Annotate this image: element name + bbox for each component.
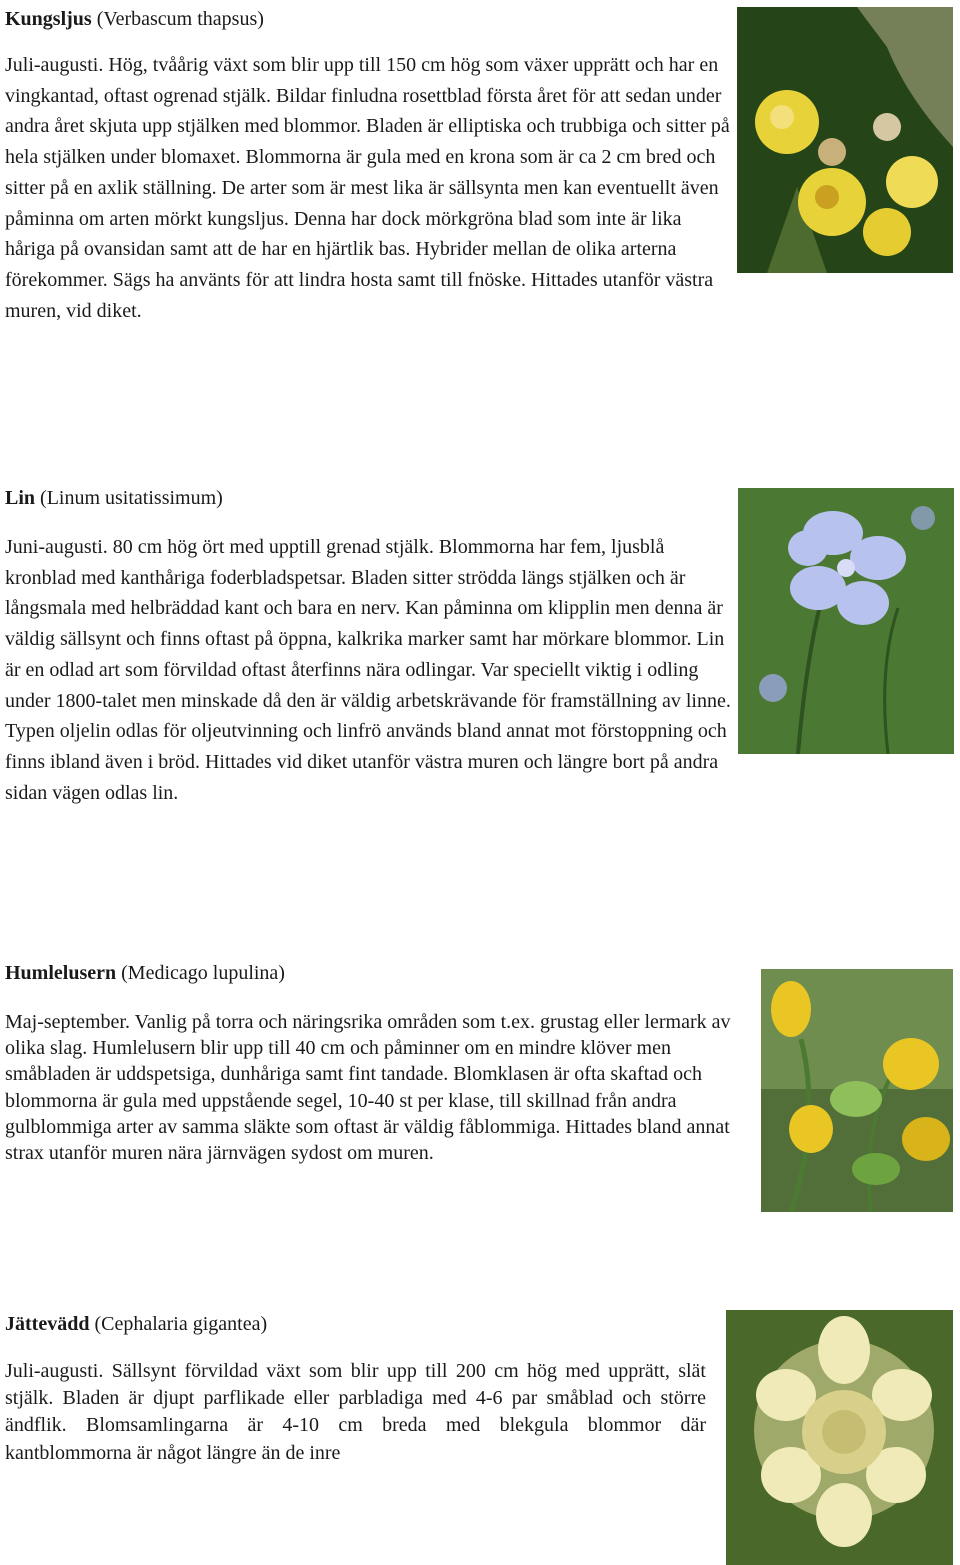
species-section-lin [0,480,960,880]
photo-flax [738,488,954,754]
species-name: Humlelusern [5,962,117,984]
photo-black-medick [761,969,953,1212]
species-description: Juli-augusti. Hög, tvåårig växt som blir upp till 150 cm hög som växer upprätt och har en vingkantad, oftast ogrenad stjälk. Bildar finludna rosettblad första året för att sedan under andra året skjuta upp stjälken med blommor. Bladen är elliptiska och trubbiga och sitter på hela stjälken under blomaxet. Blommorna är gula med en krona som är ca 2 cm bred och sitter på en axlik ställning. De arter som är mest lika är sällsynta men kan eventuellt även påminna om arten mörkt kungsljus. Denna har dock mörkgröna blad som inte är lika håriga på ovansidan samt att de har en hjärtlik bas. Hybrider mellan de olika arterna förekommer. Sägs ha använts för att lindra hosta samt till fnöske. Hittades utanför västra muren, vid diket. [5,54,730,322]
species-section-kungsljus [0,0,960,400]
species-title [5,961,285,985]
species-title [5,1312,267,1336]
species-latin-name: (Medicago lupulina) [121,962,285,984]
photo-mullein [737,7,953,273]
species-description: Juni-augusti. 80 cm hög ört med upptill grenad stjälk. Blommorna har fem, ljusblå kronblad med kanthåriga foderbladspetsar. Bladen sitter strödda längs stjälken och är långsmala med helbräddad kant och bara en nerv. Kan påminna om klipplin men denna är väldig sällsynt och finns oftast på öppna, kalkrika marker samt har mörkare blommor. Lin är en odlad art som förvildad oftast återfinns nära odlingar. Var speciellt viktig i odling under 1800-talet men minskade då den är väldig arbetskrävande för framställning av linne. Typen oljelin odlas för oljeutvinning och linfrö används bland annat mot förstoppning och finns ibland även i bröd. Hittades vid diket utanför västra muren och längre bort på andra sidan vägen odlas lin. [5,536,731,804]
species-latin-name: (Verbascum thapsus) [96,8,264,30]
species-name: Kungsljus [5,8,92,30]
species-description: Maj-september. Vanlig på torra och näringsrika områden som t.ex. grustag eller lermark av olika slag. Humlelusern blir upp till 40 cm och påminner om en mindre klöver men småbladen är uddspetsiga, dunhåriga samt fint tandade. Blomklasen är ofta skaftad och blommorna är gula med uppstående segel, 10-40 st per klase, till skillnad från andra gulblommiga arter av samma släkte som oftast är väldig fåblommiga. Hittades bland annat strax utanför muren nära järnvägen sydost om muren. [5,1011,731,1165]
photo-giant-scabious [726,1310,953,1565]
species-description: Juli-augusti. Sällsynt förvildad växt som blir upp till 200 cm hög med upprätt, slät stjälk. Bladen är djupt parflikade eller parbladiga med 4-6 par småblad och större ändflik. Blomsamlingarna är 4-10 cm breda med blekgula blommor där kantblommorna är något längre än de inre [5,1360,706,1464]
species-section-humlelusern [0,955,960,1255]
species-name: Jättevädd [5,1313,90,1335]
species-section-jattevadd [0,1305,960,1565]
species-name: Lin [5,487,36,509]
species-title [5,486,223,510]
species-title [5,7,264,31]
species-latin-name: (Cephalaria gigantea) [94,1313,268,1335]
species-latin-name: (Linum usitatissimum) [40,487,223,509]
